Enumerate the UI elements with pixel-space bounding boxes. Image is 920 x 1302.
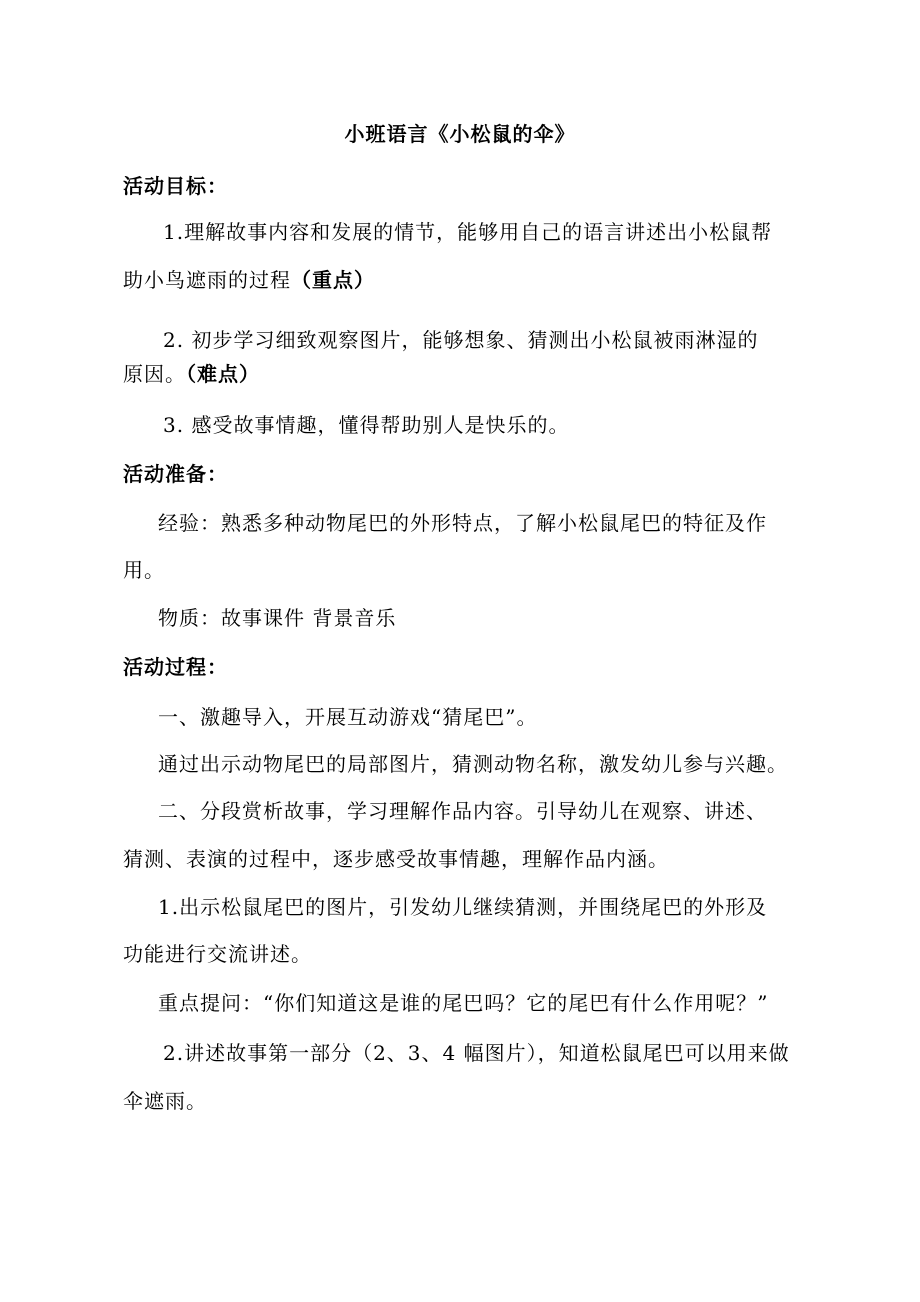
preparation-experience-line-1: 经验：熟悉多种动物尾巴的外形特点，了解小松鼠尾巴的特征及作 — [158, 511, 767, 535]
goal-item-1-text: 助小鸟遮雨的过程 — [123, 268, 291, 292]
section-heading-process: 活动过程： — [123, 655, 228, 679]
goal-item-2-text: 原因。 — [123, 362, 186, 386]
preparation-experience-line-2: 用。 — [123, 558, 165, 582]
process-sub-1-line-2: 功能进行交流讲述。 — [123, 942, 312, 966]
document-title: 小班语言《小松鼠的伞》 — [344, 122, 576, 146]
process-step-1: 一、激趣导入，开展互动游戏“猜尾巴”。 — [158, 705, 538, 729]
process-step-1-detail: 通过出示动物尾巴的局部图片，猜测动物名称，激发幼儿参与兴趣。 — [158, 752, 788, 776]
process-sub-1-line-1: 1.出示松鼠尾巴的图片，引发幼儿继续猜测，并围绕尾巴的外形及 — [158, 895, 768, 919]
key-point-mark: （重点） — [291, 268, 375, 292]
process-step-2-line-2: 猜测、表演的过程中，逐步感受故事情趣，理解作品内涵。 — [123, 847, 669, 871]
process-sub-2-line-1: 2.讲述故事第一部分（2、3、4 幅图片），知道松鼠尾巴可以用来做 — [163, 1041, 790, 1065]
process-step-2-line-1: 二、分段赏析故事，学习理解作品内容。引导幼儿在观察、讲述、 — [158, 799, 767, 823]
goal-item-3: 3. 感受故事情趣，懂得帮助别人是快乐的。 — [163, 413, 570, 437]
goal-item-2-line-2 — [123, 360, 260, 388]
goal-item-1-line-1: 1.理解故事内容和发展的情节，能够用自己的语言讲述出小松鼠帮 — [163, 220, 773, 244]
process-key-question: 重点提问：“你们知道这是谁的尾巴吗？它的尾巴有什么作用呢？” — [158, 991, 769, 1015]
goal-item-2-line-1: 2. 初步学习细致观察图片，能够想象、猜测出小松鼠被雨淋湿的 — [163, 328, 759, 352]
process-sub-2-line-2: 伞遮雨。 — [123, 1089, 207, 1113]
section-heading-preparation: 活动准备： — [123, 462, 228, 486]
difficult-point-mark: （难点） — [186, 362, 260, 386]
goal-item-1-line-2 — [123, 266, 375, 294]
section-heading-goals: 活动目标： — [123, 174, 228, 198]
preparation-materials: 物质：故事课件 背景音乐 — [158, 606, 397, 630]
